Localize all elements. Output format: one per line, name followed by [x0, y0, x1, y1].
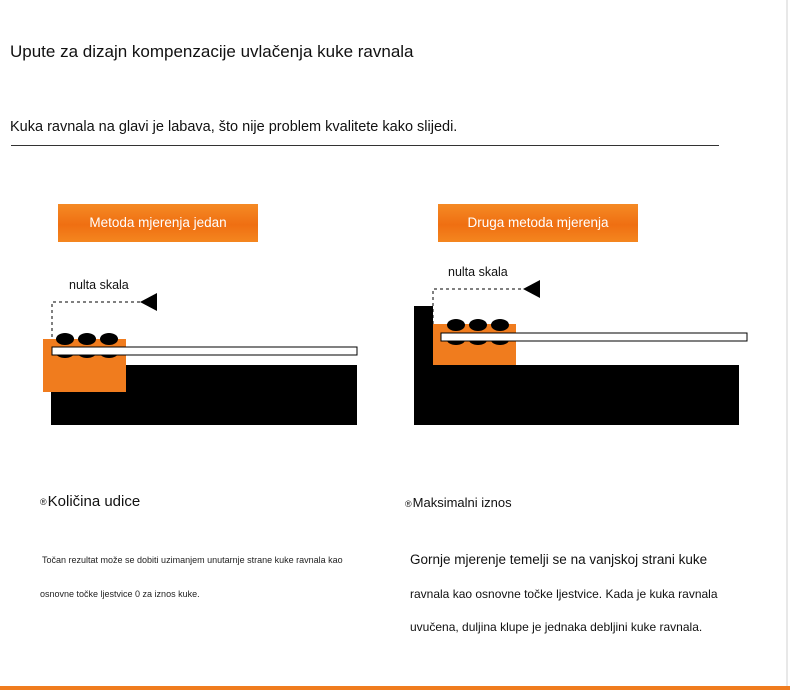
workbench-block — [433, 365, 739, 425]
registered-mark: ® — [40, 497, 47, 508]
section-heading-text: Količina udice — [47, 493, 141, 510]
arrow-icon — [523, 280, 540, 298]
section-heading-text: Maksimalni iznos — [412, 495, 512, 510]
registered-mark: ® — [405, 498, 412, 509]
page-title: Upute za dizajn kompenzacije uvlačenja kuke ravnala — [10, 42, 414, 61]
zero-scale-label-two: nulta skala — [448, 265, 508, 279]
method-two-label: Druga metoda mjerenja — [438, 204, 638, 242]
arrow-icon — [140, 293, 157, 311]
method-one-text-line-2: osnovne točke ljestvice 0 za iznos kuke. — [40, 589, 200, 599]
diagram-method-one — [43, 293, 357, 425]
vertical-stop — [414, 306, 433, 425]
method-one-text-line-1: Točan rezultat može se dobiti uzimanjem unutarnje strane kuke ravnala kao — [42, 555, 343, 565]
ruler-blade — [52, 347, 357, 355]
intro-text: Kuka ravnala na glavi je labava, što nije problem kvalitete kako slijedi. — [10, 119, 458, 135]
method-two-text-line-2: ravnala kao osnovne točke ljestvice. Kada je kuka ravnala — [410, 587, 718, 601]
method-two-text-line-1: Gornje mjerenje temelji se na vanjskoj strani kuke — [410, 552, 708, 567]
section-heading-one — [40, 493, 140, 510]
zero-dashed-line — [433, 289, 524, 324]
section-heading-two — [405, 495, 512, 510]
method-one-label: Metoda mjerenja jedan — [58, 204, 258, 242]
zero-dashed-line — [52, 302, 142, 337]
diagram-method-two — [414, 280, 747, 425]
bottom-accent-bar — [0, 686, 790, 690]
ruler-blade — [441, 333, 747, 341]
zero-scale-label-one: nulta skala — [69, 278, 129, 292]
method-two-text-line-3: uvučena, duljina klupe je jednaka debljini kuke ravnala. — [410, 620, 703, 634]
